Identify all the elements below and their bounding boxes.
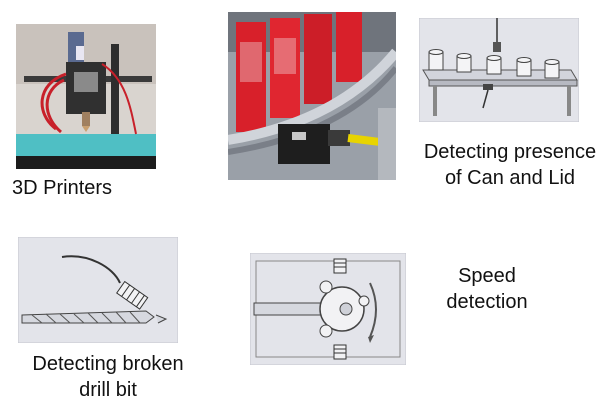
- can-sensor-photo: [228, 12, 396, 180]
- presence-caption-line2: of Can and Lid: [444, 167, 576, 189]
- drill-bit-diagram: [18, 237, 178, 343]
- printer-caption: 3D Printers: [12, 177, 113, 199]
- presence-caption-line1: Detecting presence: [423, 141, 597, 163]
- 3d-printer-photo: [16, 24, 156, 169]
- drill-caption-line2: drill bit: [79, 379, 137, 401]
- speed-caption-line1: Speed: [458, 265, 516, 287]
- speed-sensor-diagram: [250, 253, 406, 365]
- can-lid-diagram: [419, 18, 579, 122]
- drill-caption-line1: Detecting broken: [32, 353, 184, 375]
- speed-caption-line2: detection: [446, 291, 528, 313]
